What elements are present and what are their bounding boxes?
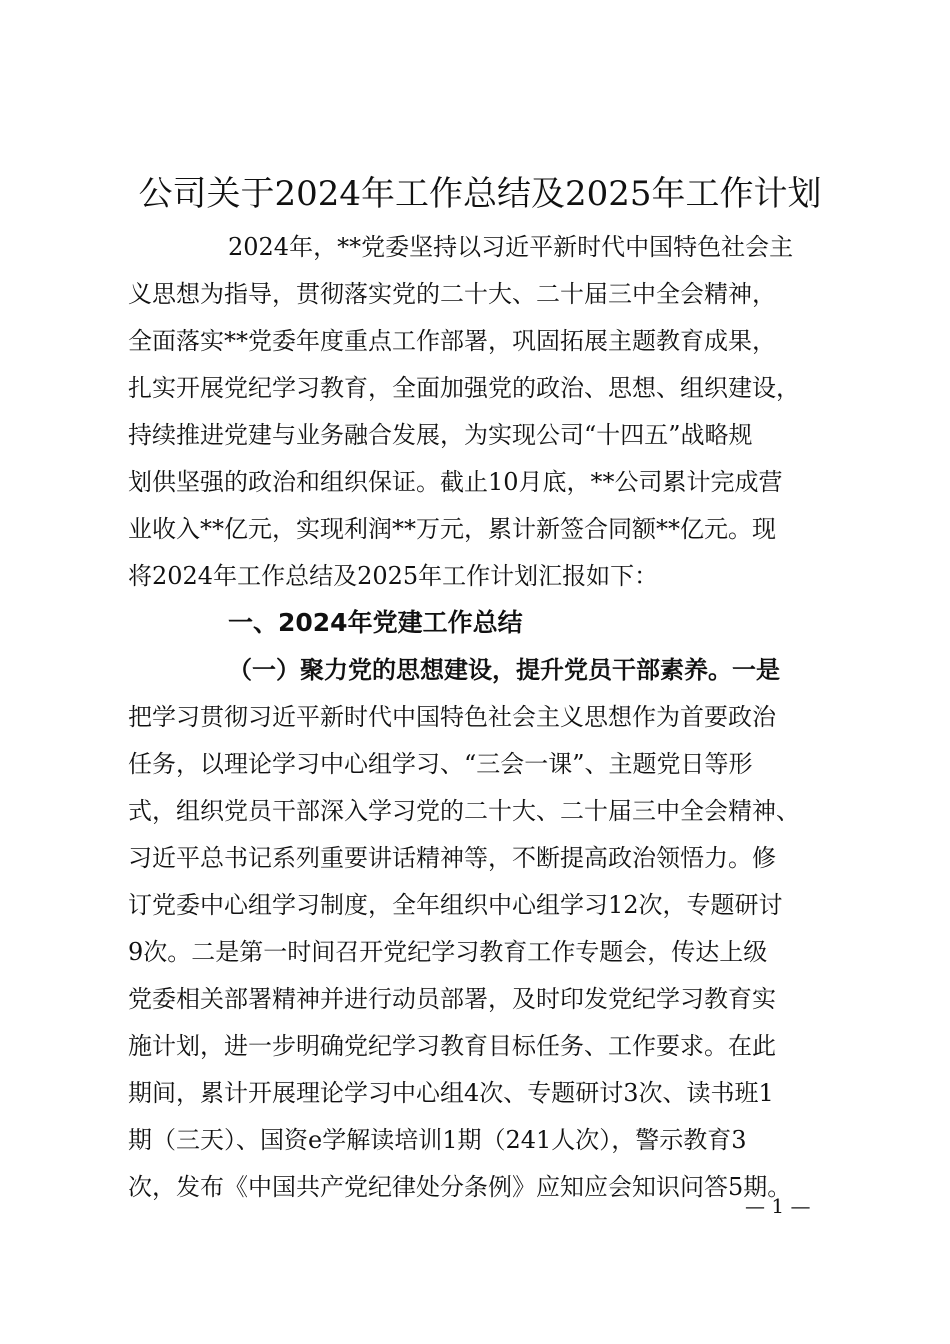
- intro-line-2: 义思想为指导，贯彻落实党的二十大、二十届三中全会精神，: [128, 280, 776, 308]
- body-line-5: 习近平总书记系列重要讲话精神等，不断提高政治领悟力。修: [128, 844, 776, 872]
- body-line-6: 订党委中心组学习制度，全年组织中心组学习12次，专题研讨: [128, 891, 783, 919]
- body-line-8: 党委相关部署精神并进行动员部署，及时印发党纪学习教育实: [128, 985, 776, 1013]
- body-line-12: 次，发布《中国共产党纪律处分条例》应知应会知识问答5期。: [128, 1173, 792, 1201]
- body-line-2: 把学习贯彻习近平新时代中国特色社会主义思想作为首要政治: [128, 703, 776, 731]
- body-line-4: 式，组织党员干部深入学习党的二十大、二十届三中全会精神、: [128, 797, 800, 825]
- body-line-11: 期（三天）、国资e学解读培训1期（241人次），警示教育3: [128, 1126, 747, 1154]
- section-heading: 一、2024年党建工作总结: [228, 608, 523, 637]
- page-number: — 1 —: [745, 1194, 811, 1218]
- intro-line-1: 2024年，**党委坚持以习近平新时代中国特色社会主: [228, 233, 794, 261]
- intro-line-8: 将2024年工作总结及2025年工作计划汇报如下：: [128, 562, 659, 590]
- intro-line-3: 全面落实**党委年度重点工作部署，巩固拓展主题教育成果，: [128, 327, 776, 355]
- body-line-3: 任务，以理论学习中心组学习、“三会一课”、主题党日等形: [128, 750, 753, 778]
- body-line-7: 9次。二是第一时间召开党纪学习教育工作专题会，传达上级: [128, 938, 768, 966]
- intro-line-5: 持续推进党建与业务融合发展，为实现公司“十四五”战略规: [128, 421, 753, 449]
- intro-line-7: 业收入**亿元，实现利润**万元，累计新签合同额**亿元。现: [128, 515, 776, 543]
- intro-line-4: 扎实开展党纪学习教育，全面加强党的政治、思想、组织建设，: [128, 374, 800, 402]
- document-title: 公司关于2024年工作总结及2025年工作计划: [138, 174, 822, 214]
- body-line-1: （一）聚力党的思想建设，提升党员干部素养。一是: [228, 655, 780, 684]
- body-line-10: 期间，累计开展理论学习中心组4次、专题研讨3次、读书班1: [128, 1079, 774, 1107]
- intro-line-6: 划供坚强的政治和组织保证。截止10月底，**公司累计完成营: [128, 468, 783, 496]
- body-line-9: 施计划，进一步明确党纪学习教育目标任务、工作要求。在此: [128, 1032, 776, 1060]
